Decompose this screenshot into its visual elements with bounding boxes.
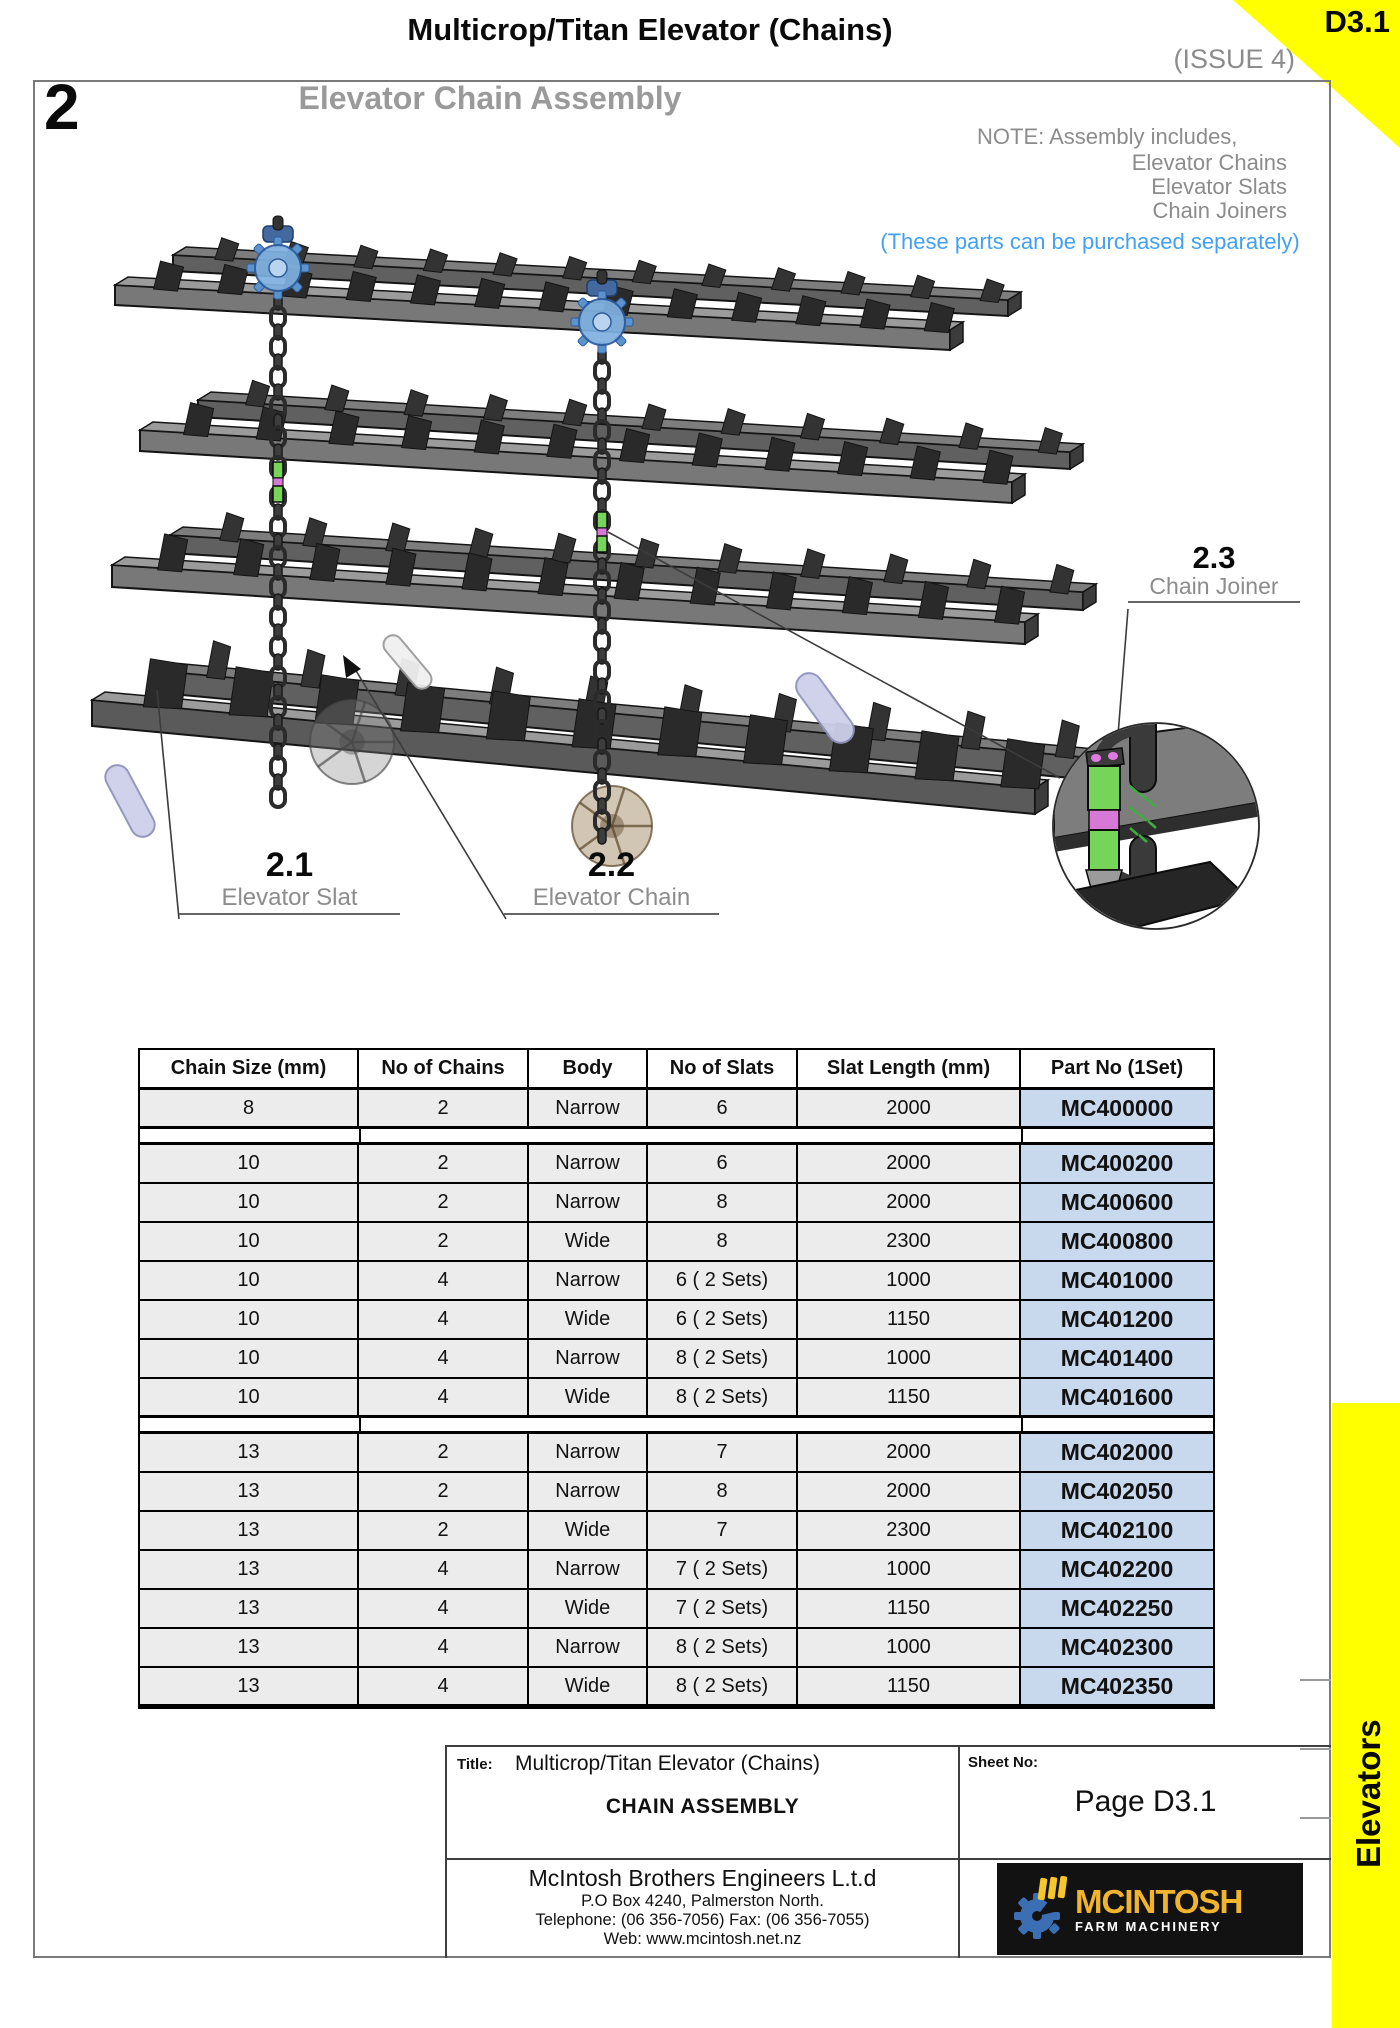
callout-number: 2.2 — [587, 846, 636, 884]
callout-elevator-chain — [504, 847, 719, 915]
page-title: Multicrop/Titan Elevator (Chains) — [407, 12, 893, 47]
part-no-cell: MC402350 — [1021, 1668, 1213, 1704]
part-no-cell: MC402250 — [1021, 1590, 1213, 1627]
table-cell: Narrow — [529, 1262, 648, 1299]
table-cell: 4 — [359, 1379, 529, 1415]
table-cell: 6 — [648, 1090, 798, 1126]
table-cell: 1150 — [798, 1301, 1021, 1338]
table-row — [140, 1590, 1213, 1629]
table-row — [140, 1434, 1213, 1473]
table-cell: 2 — [359, 1145, 529, 1182]
note-item: Chain Joiners — [1152, 198, 1287, 223]
table-cell: 13 — [140, 1473, 359, 1510]
subtitle: CHAIN ASSEMBLY — [605, 1795, 800, 1818]
gear-icon — [1011, 1876, 1067, 1942]
table-cell: Wide — [529, 1223, 648, 1260]
table-cell: 2 — [359, 1184, 529, 1221]
table-cell: 6 — [648, 1145, 798, 1182]
table-row — [140, 1223, 1213, 1262]
table-cell: 2300 — [798, 1512, 1021, 1549]
callout-label: Elevator Chain — [532, 884, 691, 911]
table-cell: Body — [529, 1050, 648, 1087]
table-row — [140, 1668, 1213, 1707]
table-cell: 2000 — [798, 1090, 1021, 1126]
section-number: 2 — [44, 71, 80, 143]
callout-number: 2.1 — [265, 846, 314, 884]
table-cell: 10 — [140, 1340, 359, 1377]
table-cell: Wide — [529, 1301, 648, 1338]
table-cell: Wide — [529, 1379, 648, 1415]
table-cell: 4 — [359, 1551, 529, 1588]
table-cell: Slat Length (mm) — [798, 1050, 1021, 1087]
table-cell: 8 ( 2 Sets) — [648, 1629, 798, 1666]
table-cell: Narrow — [529, 1090, 648, 1126]
part-no-cell: MC400600 — [1021, 1184, 1213, 1221]
mcintosh-logo — [997, 1863, 1303, 1955]
table-cell: Wide — [529, 1668, 648, 1704]
part-no-cell: MC400200 — [1021, 1145, 1213, 1182]
title-value: Multicrop/Titan Elevator (Chains) — [515, 1752, 820, 1775]
table-cell: 13 — [140, 1434, 359, 1471]
table-cell: 10 — [140, 1145, 359, 1182]
parts-table — [138, 1048, 1215, 1709]
sheet-no-value: Page D3.1 — [1074, 1785, 1217, 1818]
part-no-cell: MC400800 — [1021, 1223, 1213, 1260]
table-cell: 8 ( 2 Sets) — [648, 1340, 798, 1377]
table-cell: 2 — [359, 1090, 529, 1126]
table-cell: 4 — [359, 1590, 529, 1627]
table-cell: 2300 — [798, 1223, 1021, 1260]
side-tab-label: Elevators — [1350, 1719, 1387, 1868]
table-cell: 10 — [140, 1262, 359, 1299]
sheet-no-label: Sheet No: — [968, 1754, 1039, 1771]
table-cell: No of Slats — [648, 1050, 798, 1087]
table-group-gap — [140, 1418, 1213, 1434]
table-cell: 13 — [140, 1551, 359, 1588]
note-item: Elevator Slats — [1151, 174, 1287, 199]
logo-subtitle: FARM MACHINERY — [1075, 1918, 1222, 1934]
table-row — [140, 1090, 1213, 1129]
callout-chain-joiner — [1128, 541, 1300, 603]
part-no-cell: MC402100 — [1021, 1512, 1213, 1549]
title-label: Title: — [457, 1756, 493, 1773]
logo-name: MCINTOSH — [1075, 1882, 1243, 1920]
table-row — [140, 1145, 1213, 1184]
part-no-cell: Part No (1Set) — [1021, 1050, 1213, 1087]
table-cell: 2000 — [798, 1145, 1021, 1182]
table-cell: 13 — [140, 1512, 359, 1549]
callout-label: Chain Joiner — [1149, 573, 1279, 599]
table-group-gap — [140, 1129, 1213, 1145]
issue-label: (ISSUE 4) — [1173, 44, 1295, 74]
table-cell: 8 — [140, 1090, 359, 1126]
table-cell: 4 — [359, 1340, 529, 1377]
table-cell: Narrow — [529, 1629, 648, 1666]
detail-circle — [1053, 700, 1262, 934]
table-cell: Wide — [529, 1590, 648, 1627]
table-cell: 2 — [359, 1223, 529, 1260]
table-cell: 6 ( 2 Sets) — [648, 1262, 798, 1299]
table-cell: 10 — [140, 1184, 359, 1221]
table-cell: 7 — [648, 1512, 798, 1549]
table-cell: 13 — [140, 1668, 359, 1704]
table-cell: Wide — [529, 1512, 648, 1549]
table-row — [140, 1184, 1213, 1223]
corner-code: D3.1 — [1324, 4, 1390, 39]
table-cell: 4 — [359, 1301, 529, 1338]
part-no-cell: MC402050 — [1021, 1473, 1213, 1510]
table-cell: 2 — [359, 1434, 529, 1471]
side-tab-elevators[interactable] — [1332, 1403, 1400, 2028]
table-cell: 1000 — [798, 1629, 1021, 1666]
table-cell: 7 ( 2 Sets) — [648, 1590, 798, 1627]
table-cell: Narrow — [529, 1551, 648, 1588]
table-cell: No of Chains — [359, 1050, 529, 1087]
table-cell: 4 — [359, 1668, 529, 1704]
part-no-cell: MC400000 — [1021, 1090, 1213, 1126]
table-row — [140, 1512, 1213, 1551]
table-cell: Narrow — [529, 1434, 648, 1471]
table-cell: 13 — [140, 1629, 359, 1666]
note-heading: NOTE: Assembly includes, — [977, 124, 1238, 149]
table-cell: Narrow — [529, 1340, 648, 1377]
table-cell: 1000 — [798, 1340, 1021, 1377]
table-row — [140, 1551, 1213, 1590]
table-cell: 8 ( 2 Sets) — [648, 1668, 798, 1704]
table-cell: 2 — [359, 1473, 529, 1510]
part-no-cell: MC402300 — [1021, 1629, 1213, 1666]
table-cell: 1150 — [798, 1379, 1021, 1415]
callout-number: 2.3 — [1192, 540, 1236, 575]
table-row — [140, 1340, 1213, 1379]
table-cell: 2 — [359, 1512, 529, 1549]
table-cell: 13 — [140, 1590, 359, 1627]
company-name: McIntosh Brothers Engineers L.t.d — [528, 1865, 877, 1891]
table-cell: 2000 — [798, 1434, 1021, 1471]
drawing-heading: Elevator Chain Assembly — [298, 80, 682, 116]
table-cell: 1150 — [798, 1590, 1021, 1627]
table-cell: 10 — [140, 1223, 359, 1260]
note-item: Elevator Chains — [1131, 150, 1287, 175]
table-cell: 4 — [359, 1262, 529, 1299]
table-row — [140, 1301, 1213, 1340]
table-cell: Chain Size (mm) — [140, 1050, 359, 1087]
part-no-cell: MC401000 — [1021, 1262, 1213, 1299]
table-cell: 10 — [140, 1379, 359, 1415]
table-cell: 8 ( 2 Sets) — [648, 1379, 798, 1415]
table-cell: 7 — [648, 1434, 798, 1471]
company-block — [447, 1865, 958, 1949]
table-cell: 10 — [140, 1301, 359, 1338]
table-cell: Narrow — [529, 1184, 648, 1221]
part-no-cell: MC401400 — [1021, 1340, 1213, 1377]
table-cell: 6 ( 2 Sets) — [648, 1301, 798, 1338]
edge-tick — [1300, 1679, 1331, 1681]
table-row — [140, 1473, 1213, 1512]
table-cell: 1000 — [798, 1551, 1021, 1588]
company-address: P.O Box 4240, Palmerston North. — [581, 1892, 824, 1910]
note-separately: (These parts can be purchased separately) — [880, 229, 1300, 254]
part-no-cell: MC401600 — [1021, 1379, 1213, 1415]
table-cell: 8 — [648, 1184, 798, 1221]
table-cell: 2000 — [798, 1184, 1021, 1221]
table-cell: 4 — [359, 1629, 529, 1666]
table-row — [140, 1629, 1213, 1668]
company-web: Web: www.mcintosh.net.nz — [603, 1930, 802, 1948]
table-cell: 8 — [648, 1473, 798, 1510]
table-cell: 1150 — [798, 1668, 1021, 1704]
title-block — [445, 1745, 1331, 1958]
table-row — [140, 1262, 1213, 1301]
table-cell: Narrow — [529, 1145, 648, 1182]
table-header-row — [140, 1050, 1213, 1090]
company-phone: Telephone: (06 356-7056) Fax: (06 356-7055) — [535, 1911, 870, 1929]
table-cell: 2000 — [798, 1473, 1021, 1510]
callout-label: Elevator Slat — [221, 884, 358, 911]
table-cell: 1000 — [798, 1262, 1021, 1299]
part-no-cell: MC402000 — [1021, 1434, 1213, 1471]
table-cell: 8 — [648, 1223, 798, 1260]
table-cell: Narrow — [529, 1473, 648, 1510]
part-no-cell: MC402200 — [1021, 1551, 1213, 1588]
table-row — [140, 1379, 1213, 1418]
callout-elevator-slat — [179, 847, 400, 915]
part-no-cell: MC401200 — [1021, 1301, 1213, 1338]
table-cell: 7 ( 2 Sets) — [648, 1551, 798, 1588]
